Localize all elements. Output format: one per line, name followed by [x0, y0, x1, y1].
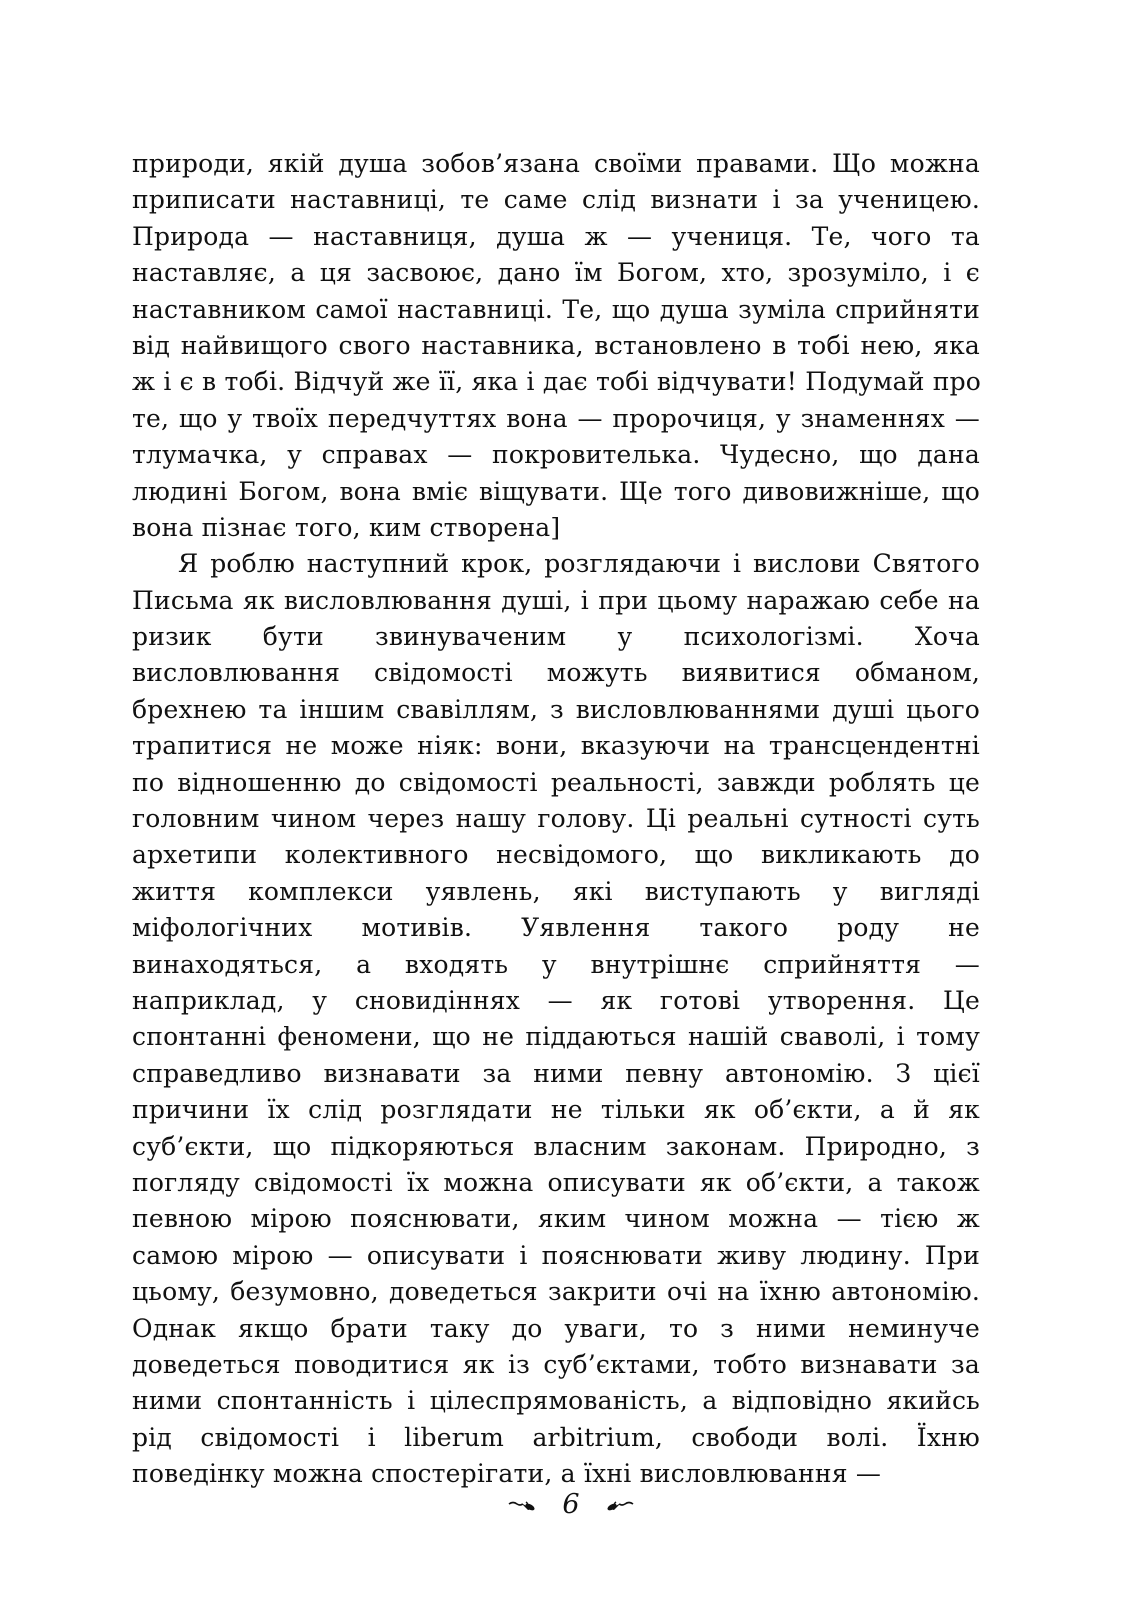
text-line: наприклад, у сновидіннях — як готові утворення. Це	[132, 985, 980, 1015]
text-line: Однак якщо брати таку до уваги, то з ними неминуче	[132, 1313, 980, 1343]
text-line: самою мірою — описувати і пояснювати живу людину. При	[132, 1240, 980, 1270]
text-line: висловлювання свідомості можуть виявитися обманом,	[132, 658, 980, 688]
text-line: певною мірою пояснювати, яким чином можна — тією ж	[132, 1204, 980, 1234]
text-line: головним чином через нашу голову. Ці реальні сутності суть	[132, 804, 980, 834]
text-line: причини їх слід розглядати не тільки як об’єкти, а й як	[132, 1095, 980, 1125]
floral-ornament-right-icon	[602, 1498, 634, 1514]
text-line: Природа — наставниця, душа ж — учениця. Те, чого та	[132, 221, 980, 251]
text-line: людині Богом, вона вміє віщувати. Ще того дивовижніше, що	[132, 476, 980, 506]
text-line: погляду свідомості їх можна описувати як об’єкти, а також	[132, 1167, 980, 1197]
text-line: рід свідомості і liberum arbitrium, свободи волі. Їхню	[132, 1422, 980, 1452]
paragraph	[132, 546, 980, 1492]
text-line: поведінку можна спостерігати, а їхні висловлювання —	[132, 1459, 882, 1489]
text-line: життя комплекси уявлень, які виступають у вигляді	[132, 876, 980, 906]
text-line: по відношенню до свідомості реальності, завжди роблять це	[132, 767, 980, 797]
text-line: справедливо визнавати за ними певну автономію. З цієї	[132, 1058, 980, 1088]
text-line: доведеться поводитися як із суб’єктами, тобто визнавати за	[132, 1349, 980, 1379]
text-line: Письма як висловлювання душі, і при цьому наражаю себе на	[132, 585, 980, 615]
page-body	[132, 146, 980, 1492]
text-line: ж і є в тобі. Відчуй же її, яка і дає тобі відчувати! Подумай про	[132, 367, 982, 397]
text-line: трапитися не може ніяк: вони, вказуючи на трансцендентні	[132, 731, 980, 761]
paragraph	[132, 146, 980, 546]
text-line: цьому, безумовно, доведеться закрити очі на їхню автономію.	[132, 1277, 980, 1307]
text-line: міфологічних мотивів. Уявлення такого роду не	[132, 913, 980, 943]
text-line: природи, якій душа зобов’язана своїми правами. Що можна	[132, 149, 980, 178]
text-line: вона пізнає того, ким створена]	[132, 512, 561, 542]
text-line: наставником самої наставниці. Те, що душа зуміла сприйняти	[132, 294, 980, 324]
text-line: наставляє, а ця засвоює, дано їм Богом, хто, зрозуміло, і є	[132, 258, 980, 288]
page-footer	[0, 1488, 1142, 1522]
text-line: ризик бути звинуваченим у психологізмі. Хоча	[132, 622, 980, 652]
text-line: те, що у твоїх передчуттях вона — пророчиця, у знаменнях —	[132, 403, 980, 433]
text-line: суб’єкти, що підкоряються власним законам. Природно, з	[132, 1131, 980, 1161]
text-line: приписати наставниці, те саме слід визнати і за ученицею.	[132, 185, 980, 215]
text-line: винаходяться, а входять у внутрішнє сприйняття —	[132, 949, 980, 979]
page-number: 6	[562, 1489, 580, 1520]
text-line: архетипи колективного несвідомого, що викликають до	[132, 840, 980, 870]
text-line: брехнею та іншим свавіллям, з висловлюваннями душі цього	[132, 694, 980, 724]
text-line: ними спонтанність і цілеспрямованість, а відповідно якийсь	[132, 1386, 980, 1416]
floral-ornament-left-icon	[508, 1498, 540, 1514]
text-line: Я роблю наступний крок, розглядаючи і вислови Святого	[178, 549, 980, 579]
text-line: спонтанні феномени, що не піддаються нашій сваволі, і тому	[132, 1022, 980, 1052]
text-line: тлумачка, у справах — покровителька. Чудесно, що дана	[132, 440, 980, 470]
text-line: від найвищого свого наставника, встановлено в тобі нею, яка	[132, 330, 980, 360]
